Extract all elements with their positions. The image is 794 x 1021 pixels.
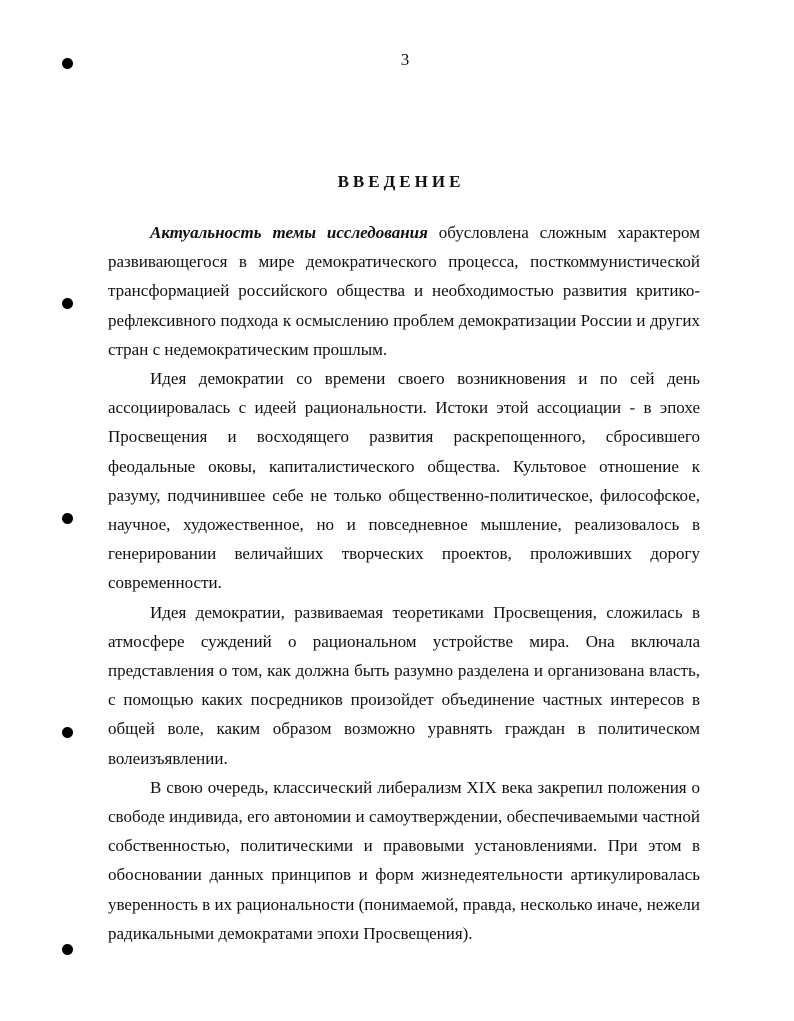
binding-hole-4 <box>62 727 73 738</box>
page-number: 3 <box>400 50 410 69</box>
binding-hole-2 <box>62 298 73 309</box>
paragraph-lead: Актуальность темы исследования <box>150 223 428 242</box>
paragraph-democracy-idea: Идея демократии со времени своего возникновения и по сей день ассоциировалась с идеей рациональности. Истоки этой ассоциации - в эпохе Просвещения и восходящего развития раскрепощенного, сбросившего феодальные оковы, капиталистического общества. Культовое отношение к разуму, подчинившее себе не только общественно-политическое, философское, научное, художественное, но и повседневное мышление, реализовалось в генерировании величайших творческих проектов, проложивших дорогу современности. <box>108 369 700 593</box>
paragraph-relevance <box>108 218 700 364</box>
paragraph-liberalism: В свою очередь, классический либерализм XIX века закрепил положения о свободе индивида, его автономии и самоутверждении, обеспечиваемыми частной собственностью, политическими и правовыми установлениями. При этом в обосновании данных принципов и форм жизнедеятельности артикулировалась уверенность в их рациональности (понимаемой, правда, несколько иначе, нежели радикальными демократами эпохи Просвещения). <box>108 777 700 943</box>
paragraph-enlightenment: Идея демократии, развиваемая теоретиками Просвещения, сложилась в атмосфере суждений о рациональном устройстве мира. Она включала представления о том, как должна быть разумно разделена и организована власть, с помощью каких посредников произойдет объединение частных интересов в общей воле, каким образом возможно уравнять граждан в политическом волеизъявлении. <box>108 602 700 768</box>
paragraph-text: обусловлена сложным характером развивающегося в мире демократического процесса, посткоммунистической трансформацией российского общества и необходимостью развития критико-рефлексивного подхода к осмыслению проблем демократизации России и других стран с недемократическим прошлым. <box>108 223 700 359</box>
binding-hole-3 <box>62 513 73 524</box>
body-text <box>108 218 700 948</box>
page-heading: ВВЕДЕНИЕ <box>337 172 465 191</box>
binding-hole-5 <box>62 944 73 955</box>
